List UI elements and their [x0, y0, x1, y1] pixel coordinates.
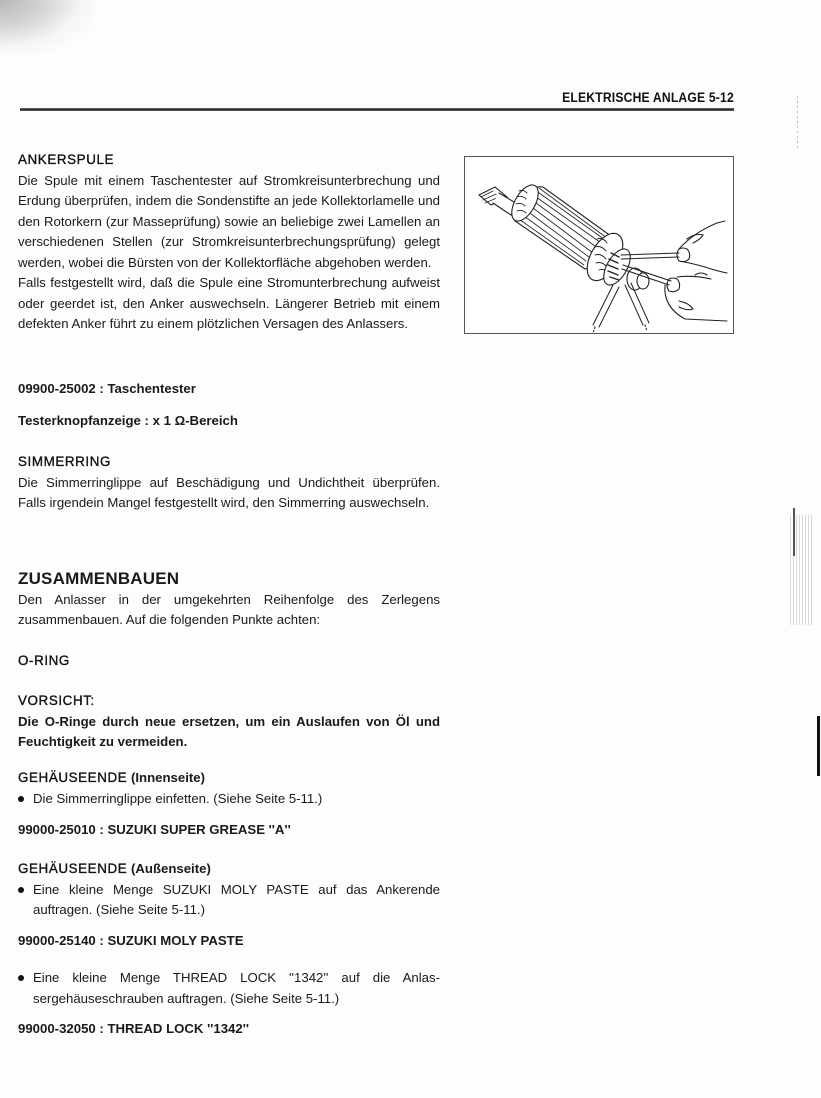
tool-reference: 09900-25002 : Taschentester — [18, 381, 196, 396]
header-rule — [20, 108, 734, 111]
section-heading: GEHÄUSEENDE — [18, 861, 128, 876]
bullet-icon — [18, 975, 24, 981]
section-gehaeuse-innenseite — [18, 768, 440, 809]
scan-artifact — [793, 508, 795, 556]
section-heading: GEHÄUSEENDE — [18, 770, 128, 785]
scan-artifact — [817, 716, 820, 776]
scan-artifact — [797, 96, 798, 148]
section-ankerspule — [18, 150, 440, 335]
paragraph: Falls festgestellt wird, daß die Spule eine Stromunterbrechung aufweist oder geerdet ist, den Anker auswechseln. Längerer Betrieb mit einem defekten Anker führt zu einem plötzlichen Versagen des Anlassers. — [18, 275, 440, 331]
list-item — [18, 968, 440, 1009]
section-zusammenbauen — [18, 569, 440, 631]
part-reference: 99000-25140 : SUZUKI MOLY PASTE — [18, 933, 244, 948]
list-item-text: Eine kleine Menge THREAD LOCK ''1342'' auf die Anlassergehäuseschrauben auftragen. (Siehe Seite 5-11.) — [33, 970, 440, 1006]
scan-corner-shadow — [0, 0, 95, 55]
section-heading: O-RING — [18, 653, 70, 668]
list-item — [18, 789, 440, 810]
tester-setting: Testerknopfanzeige : x 1 Ω-Bereich — [18, 413, 238, 428]
paragraph: Die Spule mit einem Taschentester auf Stromkreisunterbrechung und Erdung überprüfen, indem die Sondenstifte an jede Kollektorlamelle und den Rotorkern (zur Masseprüfung) sowie an beliebige zwei Lamellen an verschiedenen Stellen (zur Stromkreisunterbrechungsprüfung) gelegt werden, wobei die Bürsten von der Kollektorfläche abgehoben werden. — [18, 172, 440, 270]
bullet-icon — [18, 887, 24, 893]
section-gehaeuse-aussenseite — [18, 859, 440, 921]
section-subheading: (Außenseite) — [130, 861, 211, 876]
caution-label: VORSICHT: — [18, 693, 95, 708]
list-item-text: Eine kleine Menge SUZUKI MOLY PASTE auf das Ankerende auftragen. (Siehe Seite 5-11.) — [33, 881, 440, 917]
armature-illustration — [465, 157, 733, 333]
paragraph: Den Anlasser in der umgekehrten Reihenfolge des Zerlegens zusammenbauen. Auf die folgenden Punkte achten: — [18, 591, 440, 627]
caution-text: Die O-Ringe durch neue ersetzen, um ein Auslaufen von Öl und Feuchtigkeit zu vermeiden. — [18, 713, 440, 749]
section-subheading: (Innenseite) — [130, 770, 205, 785]
paragraph: Die Simmerringlippe auf Beschädigung und Undichtheit überprüfen. Falls irgendein Mangel festgestellt wird, den Simmerring auswechseln. — [18, 474, 440, 510]
part-reference: 99000-32050 : THREAD LOCK ''1342'' — [18, 1021, 249, 1036]
section-heading: ANKERSPULE — [18, 152, 115, 167]
section-heading: SIMMERRING — [18, 454, 112, 469]
list-item-text: Die Simmerringlippe einfetten. (Siehe Seite 5-11.) — [33, 790, 323, 806]
list-item — [18, 880, 440, 921]
armature-test-figure — [464, 156, 734, 334]
bullet-icon — [18, 796, 24, 802]
part-reference: 99000-25010 : SUZUKI SUPER GREASE ''A'' — [18, 822, 291, 837]
section-thread-lock — [18, 968, 440, 1009]
page-header-title: ELEKTRISCHE ANLAGE 5-12 — [562, 90, 734, 105]
chapter-heading: ZUSAMMENBAUEN — [18, 569, 180, 588]
section-simmerring — [18, 452, 440, 514]
caution-block — [18, 691, 440, 753]
section-oring — [18, 651, 440, 672]
page-header — [20, 90, 734, 112]
